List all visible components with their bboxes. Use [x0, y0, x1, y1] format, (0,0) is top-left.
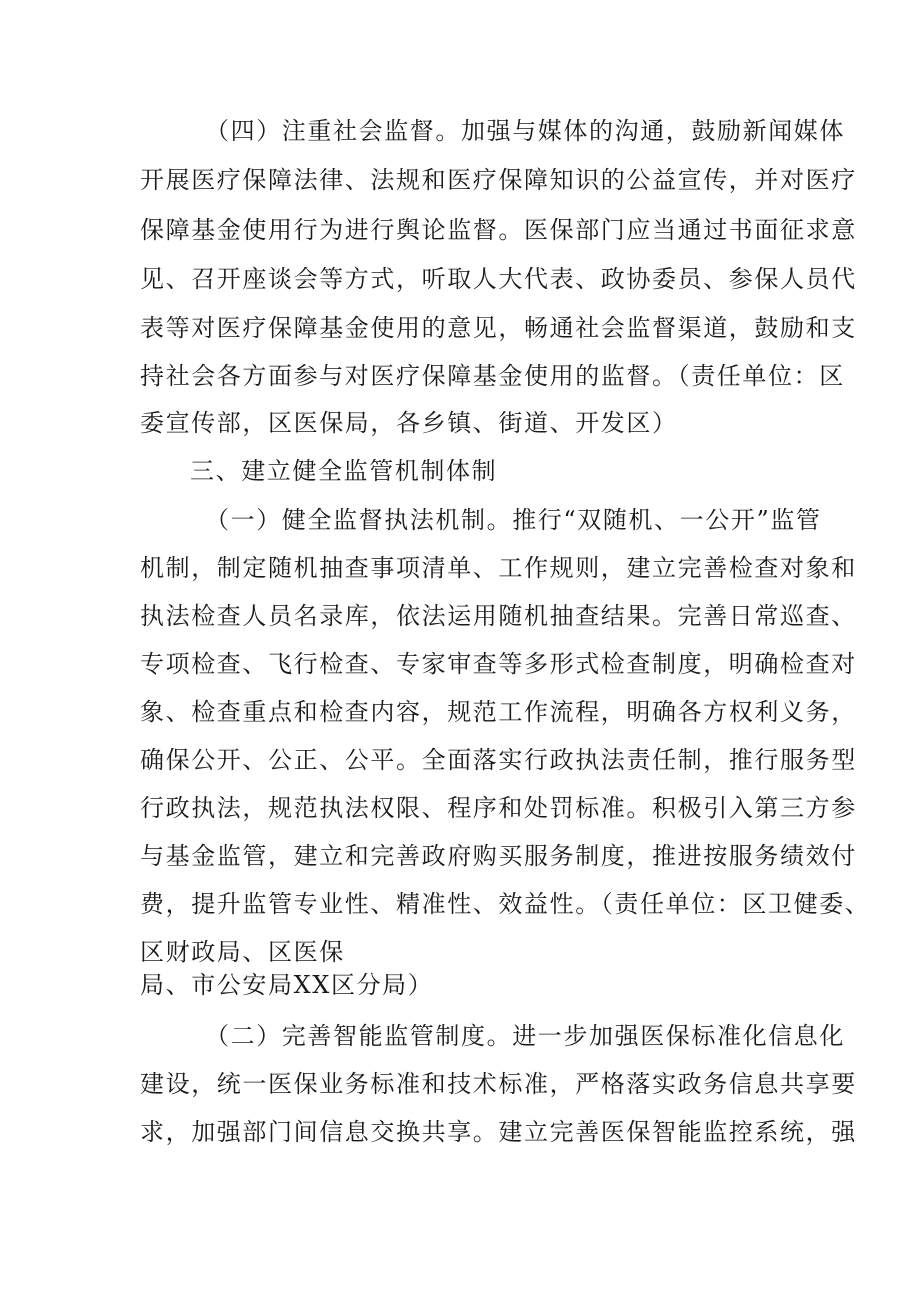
- paragraph-line: 见、召开座谈会等方式，听取人大代表、政协委员、参保人员代: [140, 265, 857, 293]
- paragraph-line: 费，提升监管专业性、精准性、效益性。（责任单位：区卫健委、: [140, 890, 871, 918]
- paragraph-line: （一）健全监督执法机制。推行“双随机、一公开”监管: [205, 506, 822, 534]
- paragraph-line: 表等对医疗保障基金使用的意见，畅通社会监督渠道，鼓励和支: [140, 314, 857, 342]
- paragraph-line: 机制，制定随机抽查事项清单、工作规则，建立完善检查对象和: [140, 554, 857, 582]
- paragraph-line: 象、检查重点和检查内容，规范工作流程，明确各方权利义务，: [140, 698, 857, 726]
- paragraph-line: 持社会各方面参与对医疗保障基金使用的监督。（责任单位：区: [140, 362, 845, 390]
- paragraph-line: （四）注重社会监督。加强与媒体的沟通，鼓励新闻媒体: [205, 117, 845, 145]
- paragraph-line: 局、市公安局XX区分局）: [140, 971, 434, 999]
- paragraph-line: 与基金监管，建立和完善政府购买服务制度，推进按服务绩效付: [140, 842, 857, 870]
- paragraph-line: 开展医疗保障法律、法规和医疗保障知识的公益宣传，并对医疗: [140, 166, 857, 194]
- paragraph-line: 委宣传部，区医保局，各乡镇、街道、开发区）: [140, 409, 678, 437]
- paragraph-line: （二）完善智能监管制度。进一步加强医保标准化信息化: [205, 1022, 845, 1050]
- paragraph-line: 确保公开、公正、公平。全面落实行政执法责任制，推行服务型: [140, 746, 857, 774]
- section-heading: 三、建立健全监管机制体制: [190, 457, 498, 485]
- paragraph-line: 行政执法，规范执法权限、程序和处罚标准。积极引入第三方参: [140, 794, 857, 822]
- paragraph-line: 专项检查、飞行检查、专家审查等多形式检查制度，明确检查对: [140, 650, 857, 678]
- paragraph-line: 执法检查人员名录库，依法运用随机抽查结果。完善日常巡查、: [140, 602, 857, 630]
- paragraph-line: 建设，统一医保业务标准和技术标准，严格落实政务信息共享要: [140, 1070, 857, 1098]
- paragraph-line: 求，加强部门间信息交换共享。建立完善医保智能监控系统，强: [140, 1118, 857, 1146]
- paragraph-line: 保障基金使用行为进行舆论监督。医保部门应当通过书面征求意: [140, 216, 857, 244]
- paragraph-line: 区财政局、区医保: [140, 938, 345, 966]
